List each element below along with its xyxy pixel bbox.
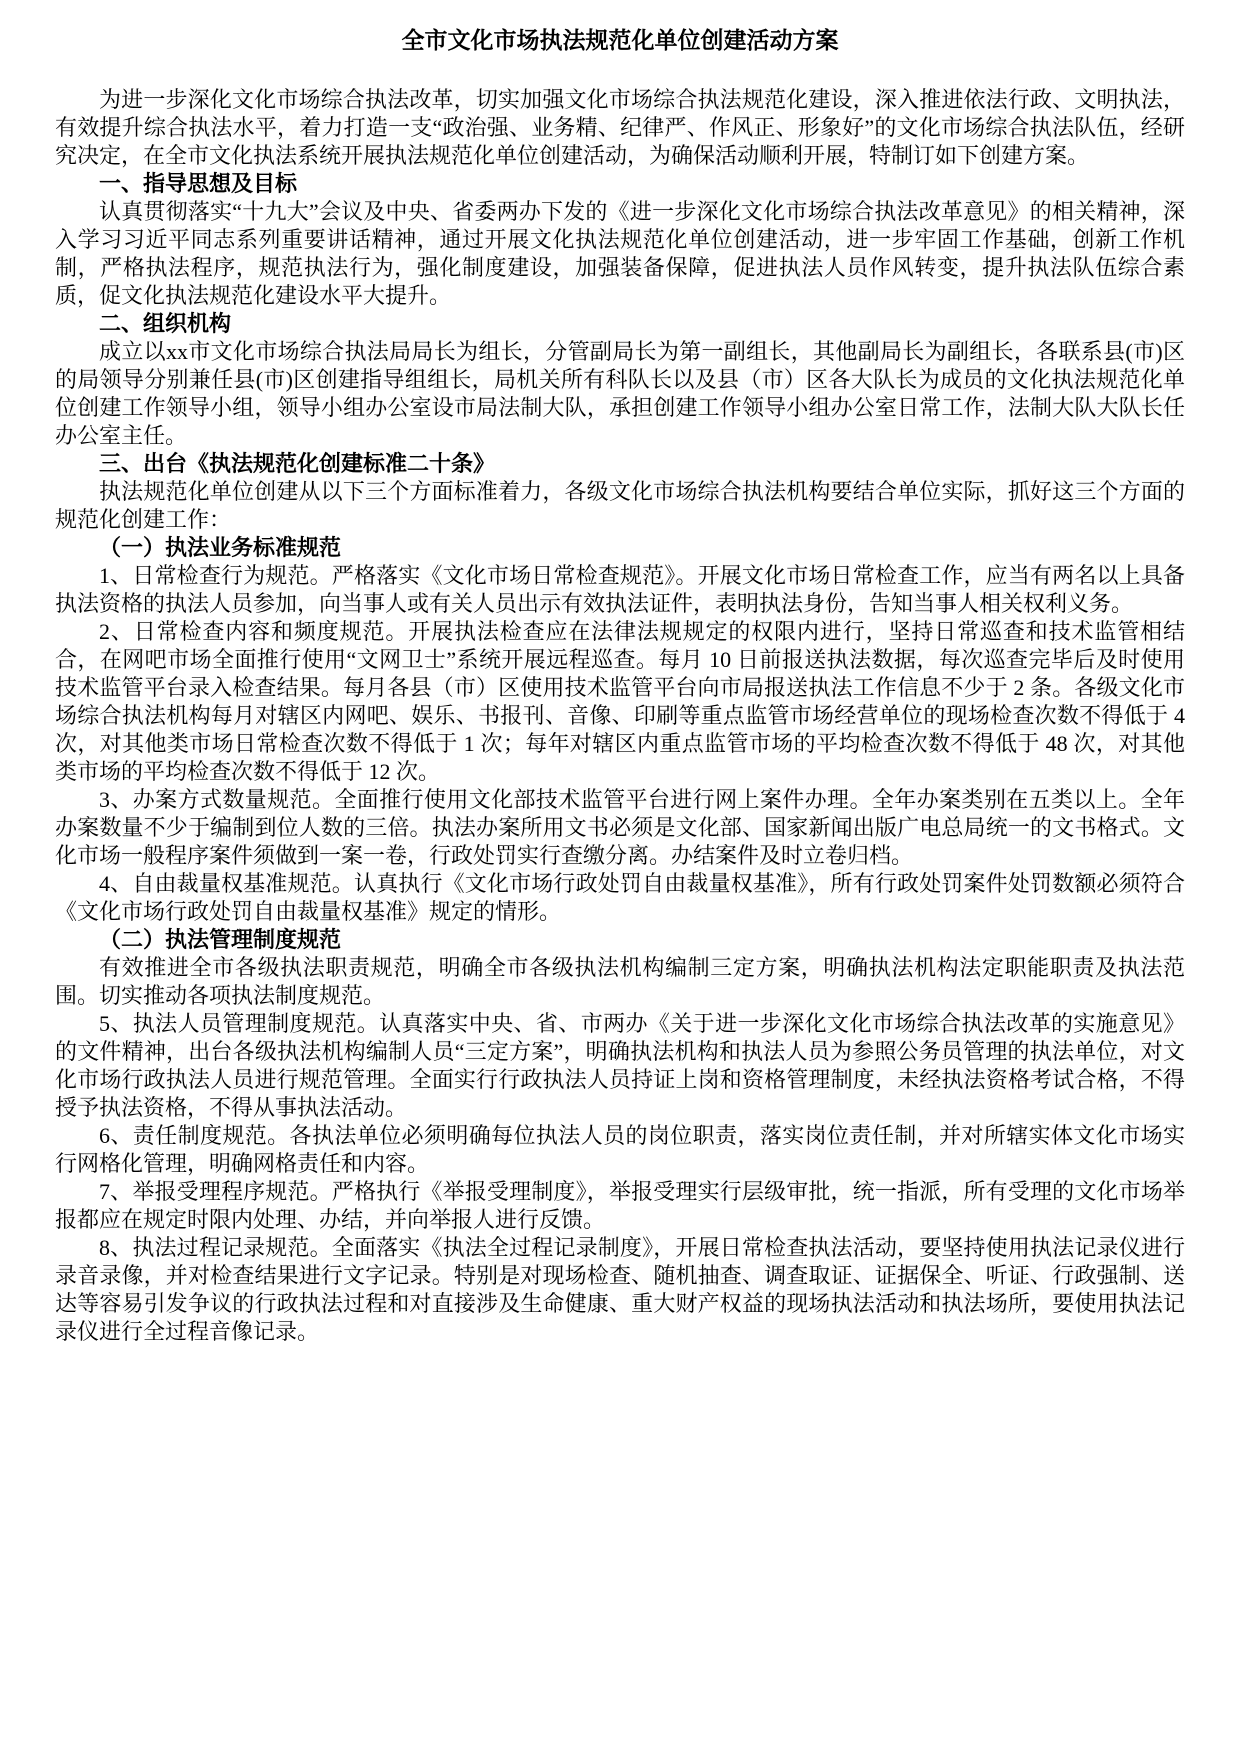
- paragraph: 5、执法人员管理制度规范。认真落实中央、省、市两办《关于进一步深化文化市场综合执法改革的实施意见》的文件精神，出台各级执法机构编制人员“三定方案”，明确执法机构和执法人员为参照公务员管理的执法单位，对文化市场行政执法人员进行规范管理。全面实行行政执法人员持证上岗和资格管理制度，未经执法资格考试合格，不得授予执法资格，不得从事执法活动。: [55, 1011, 1185, 1120]
- paragraph: 执法规范化单位创建从以下三个方面标准着力，各级文化市场综合执法机构要结合单位实际，抓好这三个方面的规范化创建工作：: [55, 479, 1185, 532]
- paragraph: 3、办案方式数量规范。全面推行使用文化部技术监管平台进行网上案件办理。全年办案类别在五类以上。全年办案数量不少于编制到位人数的三倍。执法办案所用文书必须是文化部、国家新闻出版广电总局统一的文书格式。文化市场一般程序案件须做到一案一卷，行政处罚实行查缴分离。办结案件及时立卷归档。: [55, 787, 1185, 868]
- section-heading: 二、组织机构: [99, 311, 232, 336]
- section-heading: 一、指导思想及目标: [99, 171, 298, 196]
- section-heading: （二）执法管理制度规范: [99, 927, 342, 952]
- paragraph: 为进一步深化文化市场综合执法改革，切实加强文化市场综合执法规范化建设，深入推进依法行政、文明执法，有效提升综合执法水平，着力打造一支“政治强、业务精、纪律严、作风正、形象好”的文化市场综合执法队伍，经研究决定，在全市文化执法系统开展执法规范化单位创建活动，为确保活动顺利开展，特制订如下创建方案。: [55, 87, 1185, 168]
- section-heading: 三、出台《执法规范化创建标准二十条》: [99, 451, 496, 476]
- paragraph: 4、自由裁量权基准规范。认真执行《文化市场行政处罚自由裁量权基准》，所有行政处罚案件处罚数额必须符合《文化市场行政处罚自由裁量权基准》规定的情形。: [55, 871, 1185, 924]
- section-heading: （一）执法业务标准规范: [99, 535, 342, 560]
- paragraph: 2、日常检查内容和频度规范。开展执法检查应在法律法规规定的权限内进行，坚持日常巡查和技术监管相结合，在网吧市场全面推行使用“文网卫士”系统开展远程巡查。每月 10 日前报送执法数据，每次巡查完毕后及时使用技术监管平台录入检查结果。每月各县（市）区使用技术监管平台向市局报送执法工作信息不少于 2 条。各级文化市场综合执法机构每月对辖区内网吧、娱乐、书报刊、音像、印刷等重点监管市场经营单位的现场检查次数不得低于 4 次，对其他类市场日常检查次数不得低于 1 次；每年对辖区内重点监管市场的平均检查次数不得低于 48 次，对其他类市场的平均检查次数不得低于 12 次。: [55, 619, 1185, 784]
- paragraph: 有效推进全市各级执法职责规范，明确全市各级执法机构编制三定方案，明确执法机构法定职能职责及执法范围。切实推动各项执法制度规范。: [55, 955, 1185, 1008]
- paragraph: 6、责任制度规范。各执法单位必须明确每位执法人员的岗位职责，落实岗位责任制，并对所辖实体文化市场实行网格化管理，明确网格责任和内容。: [55, 1123, 1185, 1176]
- paragraph: 成立以xx市文化市场综合执法局局长为组长，分管副局长为第一副组长，其他副局长为副组长，各联系县(市)区的局领导分别兼任县(市)区创建指导组组长，局机关所有科队长以及县（市）区各大队长为成员的文化执法规范化单位创建工作领导小组，领导小组办公室设市局法制大队，承担创建工作领导小组办公室日常工作，法制大队大队长任办公室主任。: [55, 339, 1185, 448]
- paragraph: 7、举报受理程序规范。严格执行《举报受理制度》，举报受理实行层级审批，统一指派，所有受理的文化市场举报都应在规定时限内处理、办结，并向举报人进行反馈。: [55, 1179, 1185, 1232]
- paragraph: 1、日常检查行为规范。严格落实《文化市场日常检查规范》。开展文化市场日常检查工作，应当有两名以上具备执法资格的执法人员参加，向当事人或有关人员出示有效执法证件，表明执法身份，告知当事人相关权利义务。: [55, 563, 1185, 616]
- document-body: [55, 86, 1185, 1346]
- document-title: 全市文化市场执法规范化单位创建活动方案: [401, 28, 839, 53]
- paragraph: 8、执法过程记录规范。全面落实《执法全过程记录制度》，开展日常检查执法活动，要坚持使用执法记录仪进行录音录像，并对检查结果进行文字记录。特别是对现场检查、随机抽查、调查取证、证据保全、听证、行政强制、送达等容易引发争议的行政执法过程和对直接涉及生命健康、重大财产权益的现场执法活动和执法场所，要使用执法记录仪进行全过程音像记录。: [55, 1235, 1185, 1344]
- paragraph: 认真贯彻落实“十九大”会议及中央、省委两办下发的《进一步深化文化市场综合执法改革意见》的相关精神，深入学习习近平同志系列重要讲话精神，通过开展文化执法规范化单位创建活动，进一步牢固工作基础，创新工作机制，严格执法程序，规范执法行为，强化制度建设，加强装备保障，促进执法人员作风转变，提升执法队伍综合素质，促文化执法规范化建设水平大提升。: [55, 199, 1185, 308]
